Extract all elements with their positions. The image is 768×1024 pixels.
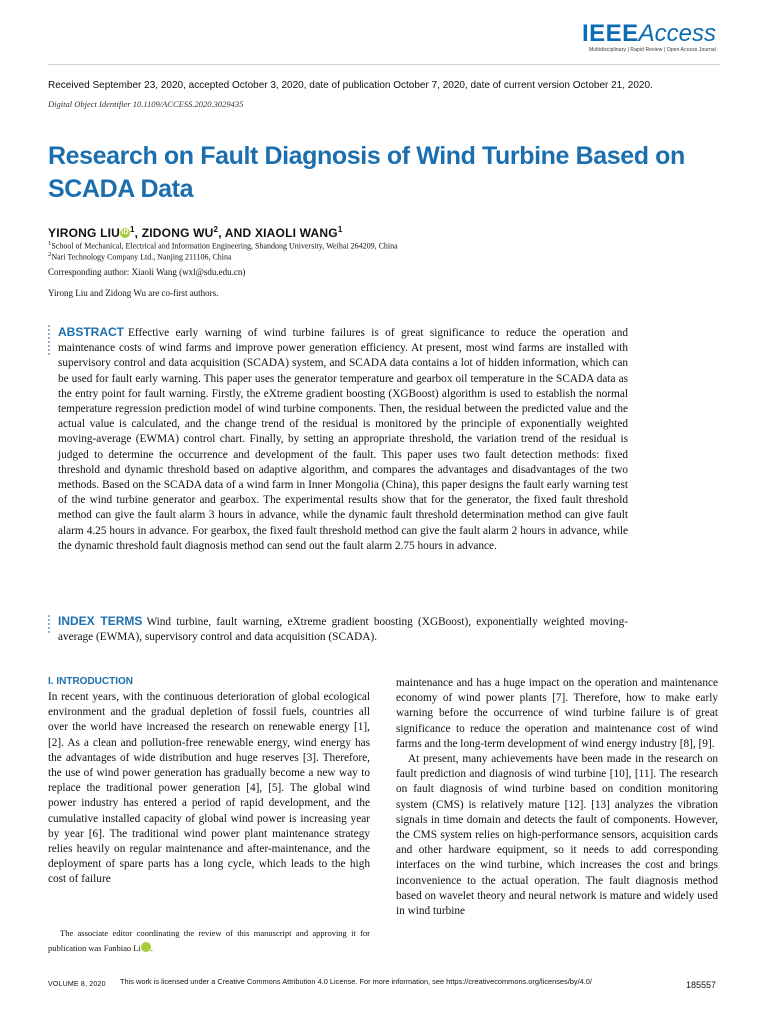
intro-paragraph: At present, many achievements have been made in the research on fault prediction and diagnosis of wind turbine [10], [11]. The research on fault diagnosis of wind turbine based on condition monitoring system (CMS) is relatively mature [12]. [13] analyzes the vibration signals in time domain and detects the fault of components. However, the CMS system relies on high-performance sensors, acquisition cards and other hardware equipment, so it needs to add corresponding interfaces on the wind turbine, which increases the cost and brings inconvenience to the actual operation. The fault diagnosis method based on wavelet theory and neural network is mature and widely used in wind turbine (396, 753, 718, 918)
index-terms (58, 614, 628, 645)
author-list: YIRONG LIUiD$^1$, ZIDONG $WU^2$, AND XIAOLI WANG$^1$ (48, 225, 343, 240)
abstract-marker (48, 325, 52, 355)
doi-line: Digital Object Identifier 10.1109/ACCESS.2020.3029435 (48, 99, 244, 109)
abstract (58, 325, 628, 554)
abstract-label: ABSTRACT (58, 325, 124, 339)
intro-column-left: In recent years, with the continuous deterioration of global ecological environment and the gradual depletion of fossil fuels, countries all over the world have increased the research on renewable energy [1], [2]. As a clean and pollution-free renewable energy, wind energy has the advantages of wide distribution and huge reserves [3]. Therefore, the use of wind power generation has gradually become a new way to replace the traditional power generation [4], [5]. The global wind power industry has entered a period of rapid development, and the cumulative installed capacity of global wind power is increasing year by year [6]. The traditional wind power plant maintenance strategy relies heavily on regular maintenance and after-maintenance, and the deployment of spare parts has a long cycle, which leads to the high cost of failure (48, 691, 370, 886)
journal-brand: IEEEAccess (581, 20, 716, 47)
orcid-icon[interactable]: iD (141, 942, 151, 952)
received-dates: Received September 23, 2020, accepted October 3, 2020, date of publication October 7, 2020, date of current version October 21, 2020. (48, 80, 653, 91)
corresponding-author: Corresponding author: Xiaoli Wang (wxl@sdu.edu.cn) (48, 267, 246, 277)
orcid-icon[interactable]: iD (121, 229, 129, 236)
index-terms-marker (48, 615, 52, 633)
affiliation-1: $^1$School of Mechanical, Electrical and Information Engineering, Shandong University, Weihai 264209, China (48, 240, 398, 251)
paper-title: Research on Fault Diagnosis of Wind Turbine Based on SCADA Data (48, 142, 685, 203)
affiliation-2: $^2$Nari Technology Company Ltd., Nanjing 211106, China (48, 251, 232, 262)
footer-license: This work is licensed under a Creative Commons Attribution 4.0 License. For more information, see https://creativecommons.org/licenses/by/4.0/ (120, 977, 592, 986)
author-1: YIRONG LIU (48, 226, 121, 240)
intro-column-right (396, 676, 718, 919)
page-number: 185557 (685, 980, 716, 990)
journal-logo (582, 22, 716, 53)
journal-tagline: Multidisciplinary | Rapid Review | Open Access Journal (589, 47, 716, 53)
abstract-text: Effective early warning of wind turbine failures is of great significance to reduce the operation and maintenance costs of wind farms and improve power generation efficiency. At present, most wind farms are installed with supervisory control and data acquisition (SCADA) system, and SCADA data contains a lot of hidden information, which can be used for fault early warning. This paper uses the generator temperature and gearbox oil temperature in the SCADA data as the entry point for fault warning. Firstly, the eXtreme gradient boosting (XGBoost) algorithm is used to establish the normal temperature regression prediction model of wind turbine components. Then, the residual between the predicted value and the actual value is calculated, and the change trend of the residual is monitored by the principle of exponentially weighted moving-average (EWMA) control chart. Finally, by setting an appropriate threshold, the variation trend of the residual is judged to determine the occurrence and development of the fault. This paper uses two fault detection methods: fixed threshold and dynamic threshold based on adaptive algorithm, and compares the advantages and disadvantages of the two methods. Based on the SCADA data of a wind farm in Inner Mongolia (China), this paper designs the fault early warning test of the wind turbine generator and gearbox. The experimental results show that for the generator, the fixed fault threshold method can give the fault alarm 3 hours in advance, while the dynamic fault threshold determination method can give fault alarm 4.25 hours in advance. For gearbox, the fixed fault threshold method can give the fault alarm 2 hours in advance, while the dynamic threshold fault diagnosis method can send out the fault alarm 2.75 hours in advance. (58, 327, 628, 552)
author-3: , AND XIAOLI WANG (218, 226, 338, 240)
editor-footnote: The associate editor coordinating the review of this manuscript and approving it for publication was Fanbiao Li iD. (48, 928, 370, 953)
section-heading-introduction: I. INTRODUCTION (48, 676, 133, 687)
index-terms-text: Wind turbine, fault warning, eXtreme gradient boosting (XGBoost), exponentially weighted moving-average (EWMA), supervisory control and data acquisition (SCADA). (58, 616, 628, 644)
footer-volume: VOLUME 8, 2020 (48, 981, 106, 988)
author-2: , ZIDONG WU (134, 226, 214, 240)
intro-paragraph: maintenance and has a huge impact on the operation and maintenance economy of wind power plants [7]. Therefore, how to make early warning before the occurrence of wind turbine failure is of great significance to reduce the operation and maintenance cost of wind farms and the long-term development of wind energy industry [8], [9]. (396, 677, 718, 750)
header-divider (48, 64, 720, 65)
index-terms-label: INDEX TERMS (58, 614, 143, 628)
co-first-note: Yirong Liu and Zidong Wu are co-first authors. (48, 288, 219, 298)
